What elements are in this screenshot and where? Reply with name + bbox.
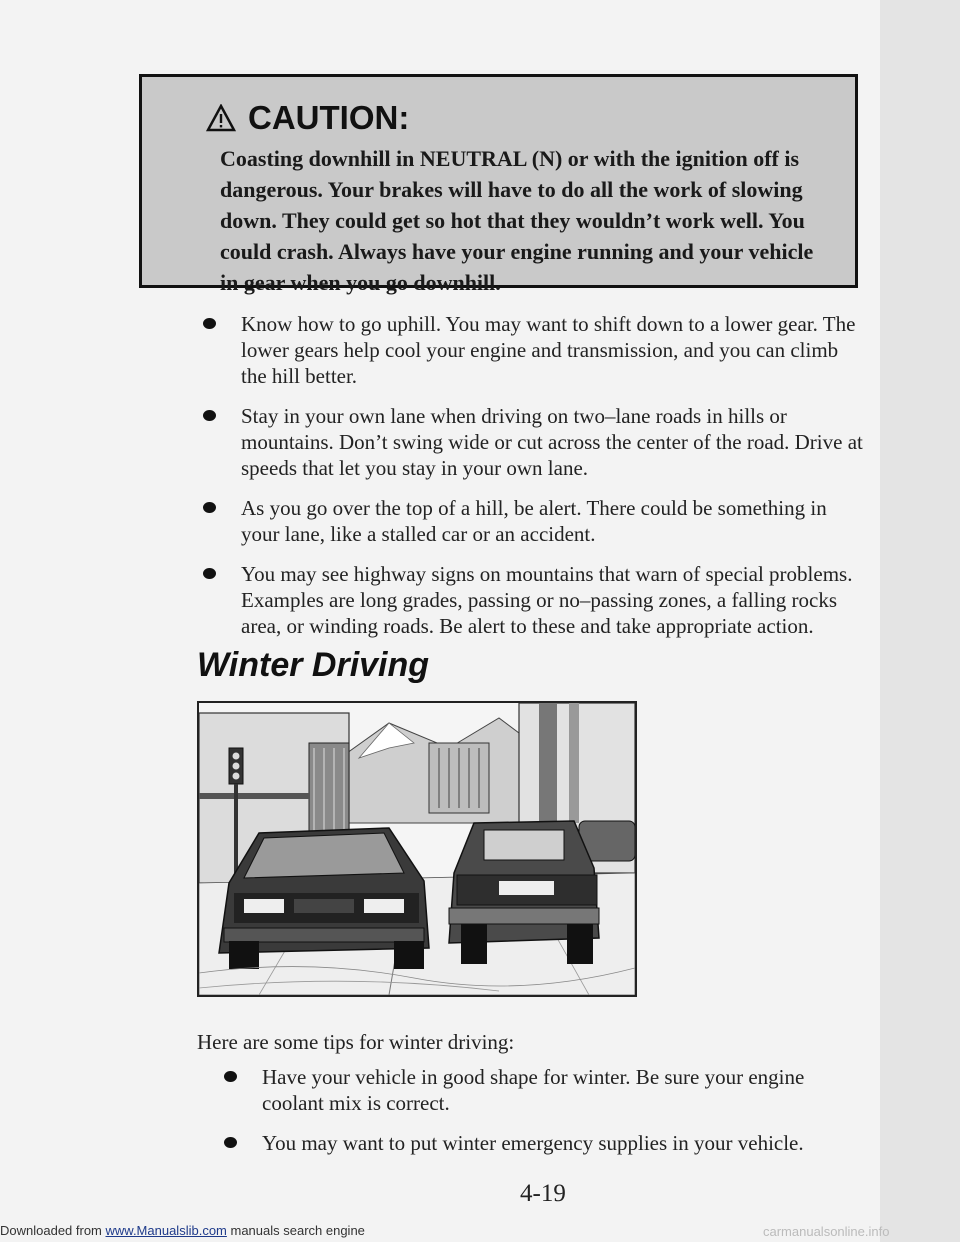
list-item-text: Stay in your own lane when driving on two–lane roads in hills or mountains. Don’t swing wide or cut across the center of the road. Drive at speeds that let you stay in your own lane. [241,404,863,480]
page-margin [880,0,960,1242]
list-item [224,1130,824,1156]
bullet-icon [203,318,216,329]
list-item-text: As you go over the top of a hill, be alert. There could be something in your lane, like a stalled car or an accident. [241,496,827,546]
caution-heading [206,99,827,137]
list-item [203,561,863,639]
download-note [0,1223,365,1238]
winter-intro: Here are some tips for winter driving: [197,1030,515,1054]
page-number: 4-19 [520,1180,566,1207]
list-item [203,403,863,481]
list-item-text: Know how to go uphill. You may want to shift down to a lower gear. The lower gears help cool your engine and transmission, and you can climb the hill better. [241,312,856,388]
list-item [203,495,863,547]
list-item-text: You may want to put winter emergency supplies in your vehicle. [262,1131,804,1155]
site-watermark: carmanualsonline.info [763,1224,890,1239]
manualslib-link[interactable]: www.Manualslib.com [105,1223,227,1238]
bullet-icon [203,410,216,421]
list-item-text: Have your vehicle in good shape for winter. Be sure your engine coolant mix is correct. [262,1065,805,1115]
caution-box [139,74,858,295]
bullet-icon [203,502,216,513]
bullet-icon [224,1071,237,1082]
download-note-prefix: Downloaded from [0,1223,106,1238]
bullet-icon [224,1137,237,1148]
winter-street-illustration [197,701,637,997]
section-title: Winter Driving [197,646,430,684]
hill-tips-list [203,311,863,653]
download-note-suffix: manuals search engine [226,1223,365,1238]
list-item [224,1064,824,1116]
list-item-text: You may see highway signs on mountains that warn of special problems. Examples are long grades, passing or no–passing zones, a falling rocks area, or winding roads. Be alert to these and take appropriate action. [241,562,853,638]
winter-tips-list [224,1064,824,1170]
caution-text: Coasting downhill in NEUTRAL (N) or with the ignition off is dangerous. Your brakes will have to do all the work of slowing down. They could get so hot that they wouldn’t work well. You could crash. Always have your engine running and your vehicle in gear when you go downhill. [220,146,814,295]
bullet-icon [203,568,216,579]
warning-triangle-icon [206,104,236,132]
list-item [203,311,863,389]
caution-heading-text: CAUTION: [248,99,410,136]
